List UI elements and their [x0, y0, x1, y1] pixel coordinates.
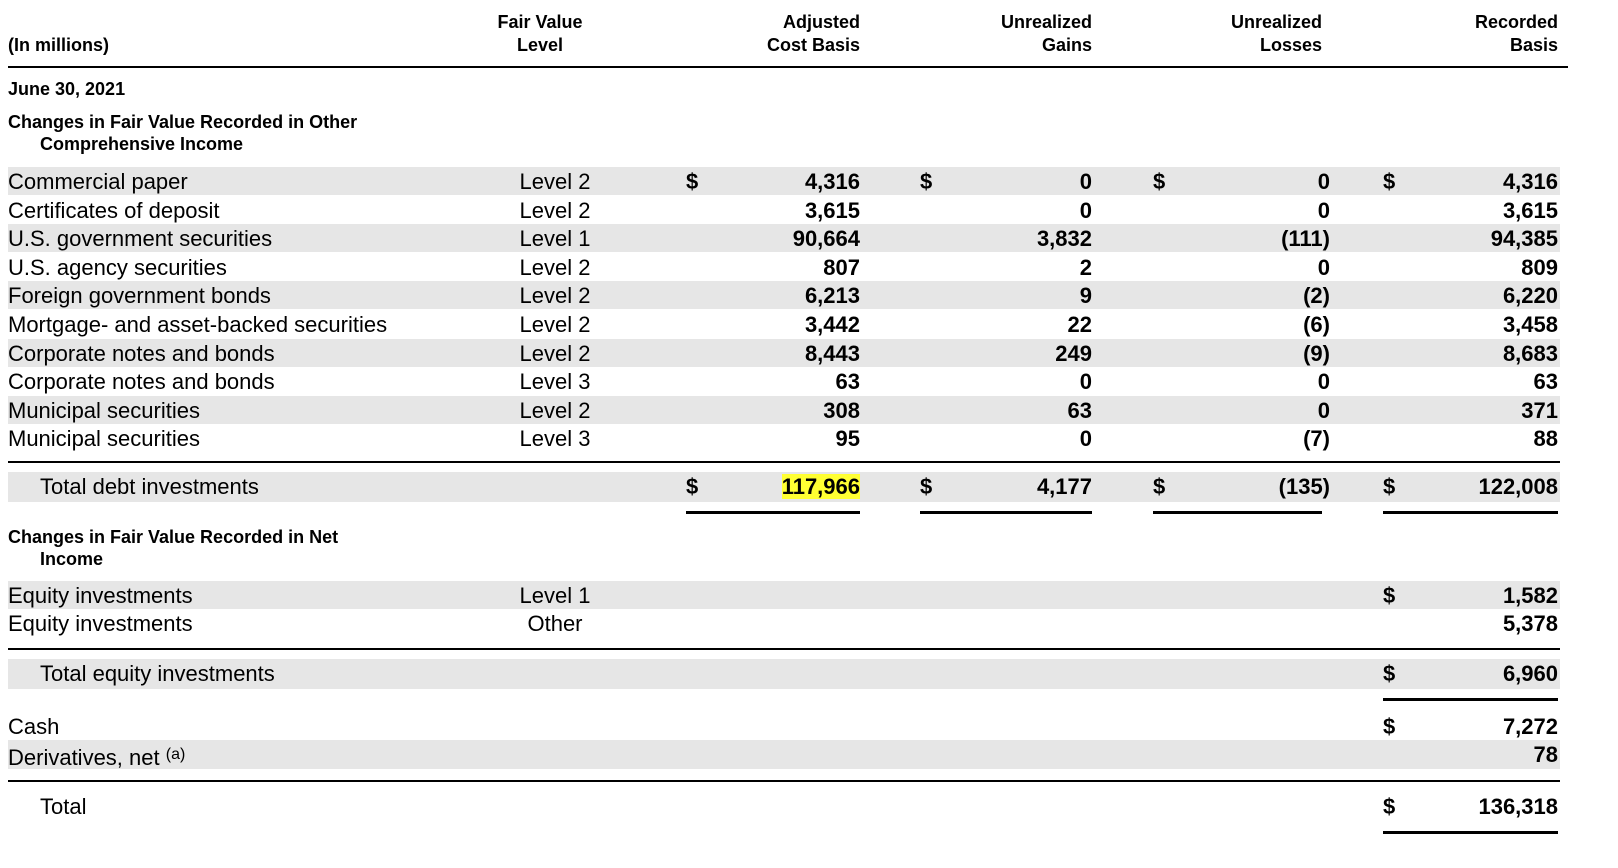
debt-row-gains: 0	[1079, 198, 1092, 223]
debt-row-recorded: 4,316	[1502, 169, 1558, 194]
debt-row-gains: 3,832	[1036, 226, 1092, 251]
debt-row-cost: 308	[823, 398, 860, 423]
debt-row-recorded: 8,683	[1502, 341, 1558, 366]
equity-row-label: Equity investments	[8, 583, 193, 608]
debt-row-label: Foreign government bonds	[8, 283, 271, 308]
total-debt-recorded-value: 122,008	[1478, 474, 1558, 499]
grand-total-label: Total	[40, 794, 87, 819]
debt-row-recorded: 809	[1521, 255, 1558, 280]
header-rule	[8, 66, 1568, 68]
debt-row-gains: 9	[1079, 283, 1092, 308]
debt-row-recorded: 63	[1533, 369, 1558, 394]
total-debt-cost-currency: $	[686, 474, 699, 499]
debt-row-label: U.S. agency securities	[8, 255, 227, 280]
total-debt-gains-currency: $	[920, 474, 933, 499]
total-debt-recorded-currency: $	[1383, 474, 1396, 499]
derivatives-label: Derivatives, net $^{(a)}$	[8, 745, 186, 770]
oci-section-heading-line2: Comprehensive Income	[40, 134, 244, 154]
debt-row-losses-currency: $	[1153, 169, 1166, 194]
unrealized-losses-header: Unrealized Losses	[1230, 12, 1322, 55]
grand-total-recorded: 136,318	[1478, 794, 1558, 819]
debt-row-recorded: 3,458	[1502, 312, 1558, 337]
equity-row-label: Equity investments	[8, 611, 193, 636]
debt-row-losses: 0	[1317, 169, 1330, 194]
total-debt-label: Total debt investments	[40, 474, 259, 499]
debt-row-gains: 249	[1055, 341, 1092, 366]
debt-row-cost: 95	[835, 426, 860, 451]
debt-row-losses: (2)	[1303, 283, 1330, 308]
debt-row-recorded: 6,220	[1502, 283, 1558, 308]
debt-row-level: Level 3	[519, 369, 591, 394]
equity-row-recorded: 1,582	[1502, 583, 1558, 608]
debt-row-losses: 0	[1317, 255, 1330, 280]
debt-row-losses: 0	[1317, 398, 1330, 423]
cash-label: Cash	[8, 714, 60, 739]
debt-row-cost: 3,442	[804, 312, 860, 337]
debt-row-losses: (111)	[1281, 226, 1330, 251]
debt-row-label: Certificates of deposit	[8, 198, 220, 223]
total-equity-recorded: 6,960	[1502, 661, 1558, 686]
debt-row-recorded: 3,615	[1502, 198, 1558, 223]
equity-row-shade	[8, 581, 1560, 609]
debt-row-level: Level 2	[519, 169, 591, 194]
debt-row-cost: 63	[835, 369, 860, 394]
equity-row-recorded: 5,378	[1502, 611, 1558, 636]
derivatives-row-shade	[8, 740, 1560, 769]
total-recorded-double-rule	[1383, 511, 1558, 514]
debt-row-gains-currency: $	[920, 169, 933, 194]
debt-row-cost: 4,316	[804, 169, 860, 194]
debt-row-gains: 63	[1067, 398, 1092, 423]
grand-total-top-rule	[8, 780, 1560, 782]
derivatives-recorded: 78	[1533, 742, 1558, 767]
debt-row-recorded: 94,385	[1490, 226, 1558, 251]
debt-row-losses: (6)	[1303, 312, 1330, 337]
total-equity-top-rule	[8, 648, 1560, 650]
debt-row-cost-currency: $	[686, 169, 699, 194]
adjusted-cost-basis-header: Adjusted Cost Basis	[766, 12, 860, 55]
debt-row-losses: (7)	[1303, 426, 1330, 451]
ni-section-heading-line2: Income	[40, 549, 104, 569]
debt-row-level: Level 1	[519, 226, 591, 251]
ni-section-heading-line1: Changes in Fair Value Recorded in Net	[8, 527, 339, 547]
debt-row-gains: 2	[1079, 255, 1092, 280]
debt-row-cost: 6,213	[804, 283, 860, 308]
debt-row-label: Corporate notes and bonds	[8, 369, 275, 394]
cash-recorded: 7,272	[1502, 714, 1558, 739]
debt-row-gains: 0	[1079, 369, 1092, 394]
total-cost-double-rule	[686, 511, 860, 514]
total-debt-losses-value: (135)	[1278, 474, 1330, 499]
debt-row-level: Level 2	[519, 255, 591, 280]
debt-row-level: Level 2	[519, 398, 591, 423]
total-debt-top-rule	[8, 461, 1560, 463]
debt-row-losses: 0	[1317, 369, 1330, 394]
equity-row-currency: $	[1383, 583, 1396, 608]
debt-row-gains: 0	[1079, 169, 1092, 194]
date-heading: June 30, 2021	[8, 79, 126, 99]
debt-row-cost: 8,443	[804, 341, 860, 366]
debt-row-label: Municipal securities	[8, 426, 200, 451]
debt-row-recorded-currency: $	[1383, 169, 1396, 194]
debt-row-label: U.S. government securities	[8, 226, 273, 251]
debt-row-label: Mortgage- and asset-backed securities	[8, 312, 388, 337]
total-equity-currency: $	[1383, 661, 1396, 686]
recorded-basis-header: Recorded Basis	[1474, 12, 1558, 55]
oci-section-heading-line1: Changes in Fair Value Recorded in Other	[8, 112, 358, 132]
total-debt-losses-currency: $	[1153, 474, 1166, 499]
highlighted-total-cost: 117,966	[781, 474, 860, 499]
total-debt-cost-value	[700, 473, 860, 501]
debt-row-cost: 90,664	[792, 226, 860, 251]
debt-row-level: Level 2	[519, 198, 591, 223]
total-equity-double-rule	[1383, 698, 1558, 701]
equity-row-level: Other	[527, 611, 583, 636]
fair-value-level-header: Fair Value Level	[497, 12, 583, 55]
cash-currency: $	[1383, 714, 1396, 739]
debt-row-level: Level 2	[519, 283, 591, 308]
derivatives-footnote: (a)	[165, 746, 186, 763]
debt-row-label: Municipal securities	[8, 398, 200, 423]
debt-row-losses: 0	[1317, 198, 1330, 223]
debt-row-level: Level 2	[519, 312, 591, 337]
units-header: (In millions)	[8, 35, 109, 55]
debt-row-gains: 0	[1079, 426, 1092, 451]
total-debt-gains-value: 4,177	[1036, 474, 1092, 499]
total-losses-double-rule	[1153, 511, 1322, 514]
debt-row-cost: 807	[823, 255, 860, 280]
grand-total-currency: $	[1383, 794, 1396, 819]
debt-row-level: Level 2	[519, 341, 591, 366]
debt-row-cost: 3,615	[804, 198, 860, 223]
debt-row-recorded: 371	[1521, 398, 1558, 423]
debt-row-losses: (9)	[1303, 341, 1330, 366]
total-equity-label: Total equity investments	[40, 661, 275, 686]
total-gains-double-rule	[920, 511, 1092, 514]
equity-row-level: Level 1	[519, 583, 591, 608]
debt-row-label: Commercial paper	[8, 169, 188, 194]
debt-row-level: Level 3	[519, 426, 591, 451]
debt-row-gains: 22	[1067, 312, 1092, 337]
unrealized-gains-header: Unrealized Gains	[1000, 12, 1092, 55]
debt-row-recorded: 88	[1533, 426, 1558, 451]
debt-row-label: Corporate notes and bonds	[8, 341, 275, 366]
grand-total-double-rule	[1383, 831, 1558, 834]
